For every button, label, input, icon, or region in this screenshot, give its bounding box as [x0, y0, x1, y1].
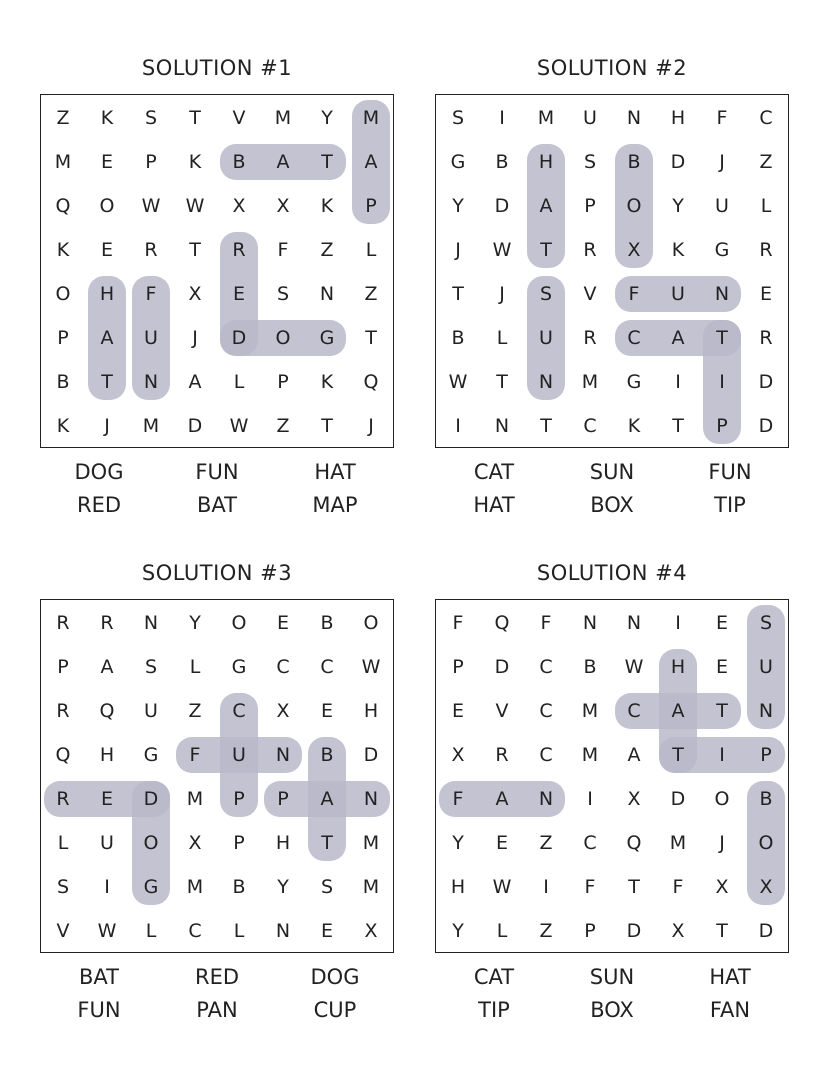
grid-letter: A [188, 371, 202, 393]
grid-letter: U [539, 327, 553, 349]
grid-letter: M [581, 700, 599, 722]
word-list-item: DOG [74, 460, 124, 484]
grid-letter: R [56, 788, 70, 810]
word-list-item: HAT [314, 460, 356, 484]
grid-letter: Y [452, 920, 464, 942]
grid-letter: F [672, 876, 684, 898]
grid-letter: G [450, 151, 466, 173]
grid-letter: X [276, 195, 290, 217]
grid-letter: O [714, 788, 730, 810]
grid-letter: O [99, 195, 115, 217]
word-list-item: MAP [312, 493, 358, 517]
grid-letter: L [233, 371, 245, 393]
grid-letter: R [144, 239, 158, 261]
grid-letter: Q [494, 612, 510, 634]
grid-letter: I [719, 744, 725, 766]
grid-letter: A [276, 151, 290, 173]
grid-letter: G [143, 876, 159, 898]
grid-letter: I [455, 415, 461, 437]
word-list-item: TIP [478, 998, 510, 1022]
grid-letter: W [97, 920, 117, 942]
grid-letter: E [759, 283, 772, 305]
grid-letter: O [626, 195, 642, 217]
grid-letter: G [626, 371, 642, 393]
word-list-item: BOX [590, 998, 634, 1022]
grid-letter: M [581, 371, 599, 393]
grid-letter: U [100, 832, 114, 854]
grid-letter: C [539, 700, 553, 722]
grid-letter: X [276, 700, 290, 722]
grid-letter: D [143, 788, 159, 810]
grid-letter: N [275, 744, 291, 766]
grid-letter: B [451, 327, 465, 349]
grid-letter: U [671, 283, 685, 305]
grid-letter: N [143, 612, 159, 634]
grid-letter: I [675, 371, 681, 393]
grid-letter: R [56, 612, 70, 634]
word-list [435, 961, 789, 1031]
grid-letter: A [100, 327, 114, 349]
grid-letter: H [670, 107, 686, 129]
grid-letter: H [275, 832, 291, 854]
grid-letter: M [54, 151, 72, 173]
grid-letter: E [495, 832, 508, 854]
grid-letter: B [583, 656, 597, 678]
grid-letter: S [276, 283, 290, 305]
grid-letter: T [540, 415, 552, 437]
grid-letter: V [495, 700, 509, 722]
grid-letter: R [232, 239, 246, 261]
grid-letter: O [55, 283, 71, 305]
grid-letter: K [56, 239, 70, 261]
word-list-item: SUN [589, 460, 635, 484]
grid-letter: Q [626, 832, 642, 854]
grid-letter: T [628, 876, 640, 898]
grid-letter: T [321, 151, 333, 173]
grid-letter: E [320, 700, 333, 722]
grid-letter: G [714, 239, 730, 261]
grid-letter: F [189, 744, 201, 766]
grid-letter: N [538, 788, 554, 810]
grid-letter: S [320, 876, 334, 898]
grid-letter: K [188, 151, 202, 173]
grid-letter: R [56, 700, 70, 722]
grid-letter: C [188, 920, 202, 942]
grid-letter: P [57, 327, 69, 349]
letter-grid [435, 94, 789, 448]
grid-letter: R [583, 327, 597, 349]
grid-letter: C [320, 656, 334, 678]
grid-letter: L [760, 195, 772, 217]
grid-letter: Z [320, 239, 334, 261]
grid-letter: F [145, 283, 157, 305]
grid-letter: X [627, 788, 641, 810]
word-list-item: SUN [589, 965, 635, 989]
grid-letter: K [671, 239, 685, 261]
grid-letter: N [538, 371, 554, 393]
grid-letter: F [540, 612, 552, 634]
grid-letter: Z [276, 415, 290, 437]
grid-letter: E [320, 920, 333, 942]
grid-letter: X [188, 832, 202, 854]
grid-letter: W [229, 415, 249, 437]
grid-letter: P [233, 832, 245, 854]
grid-letter: Q [55, 195, 71, 217]
grid-letter: A [671, 327, 685, 349]
grid-letter: S [583, 151, 597, 173]
grid-letter: N [319, 283, 335, 305]
grid-letter: N [363, 788, 379, 810]
grid-letter: I [719, 371, 725, 393]
grid-letter: H [99, 744, 115, 766]
grid-letter: E [276, 612, 289, 634]
grid-letter: B [495, 151, 509, 173]
word-list [40, 961, 394, 1031]
grid-letter: C [539, 656, 553, 678]
grid-letter: X [671, 920, 685, 942]
grid-letter: U [144, 700, 158, 722]
grid-letter: L [189, 656, 201, 678]
grid-letter: T [321, 415, 333, 437]
grid-letter: F [628, 283, 640, 305]
grid-letter: C [627, 327, 641, 349]
grid-letter: T [496, 371, 508, 393]
grid-letter: E [715, 612, 728, 634]
grid-letter: W [492, 876, 512, 898]
grid-letter: T [452, 283, 464, 305]
grid-letter: C [583, 832, 597, 854]
grid-letter: Q [55, 744, 71, 766]
grid-letter: Q [363, 371, 379, 393]
grid-letter: Y [452, 195, 464, 217]
grid-letter: W [448, 371, 468, 393]
grid-letter: P [760, 744, 772, 766]
grid-letter: L [57, 832, 69, 854]
grid-letter: L [365, 239, 377, 261]
grid-letter: W [185, 195, 205, 217]
grid-letter: S [539, 283, 553, 305]
grid-letter: Y [452, 832, 464, 854]
grid-letter: J [192, 327, 198, 349]
grid-letter: R [759, 327, 773, 349]
grid-letter: X [364, 920, 378, 942]
grid-letter: U [583, 107, 597, 129]
grid-letter: M [537, 107, 555, 129]
grid-letter: J [499, 283, 505, 305]
grid-letter: N [626, 107, 642, 129]
grid-letter: B [759, 788, 773, 810]
word-list-item: HAT [473, 493, 515, 517]
word-list-item: FUN [708, 460, 752, 484]
grid-letter: H [670, 656, 686, 678]
grid-letter: T [321, 832, 333, 854]
grid-letter: M [274, 107, 292, 129]
grid-letter: D [494, 195, 510, 217]
grid-letter: M [581, 744, 599, 766]
grid-letter: P [584, 195, 596, 217]
grid-letter: K [100, 107, 114, 129]
grid-letter: P [277, 371, 289, 393]
grid-letter: K [320, 195, 334, 217]
letter-grid [40, 599, 394, 953]
grid-letter: Z [56, 107, 70, 129]
grid-letter: X [232, 195, 246, 217]
puzzle-title: SOLUTION #1 [141, 56, 293, 80]
grid-letter: S [144, 107, 158, 129]
grid-letter: T [672, 744, 684, 766]
grid-letter: U [232, 744, 246, 766]
word-list-item: CAT [473, 965, 515, 989]
grid-letter: S [56, 876, 70, 898]
grid-letter: E [100, 151, 113, 173]
grid-letter: R [583, 239, 597, 261]
grid-letter: S [144, 656, 158, 678]
grid-letter: F [584, 876, 596, 898]
grid-letter: Y [321, 107, 333, 129]
grid-letter: H [363, 700, 379, 722]
grid-letter: M [362, 107, 380, 129]
grid-letter: A [320, 788, 334, 810]
grid-letter: A [627, 744, 641, 766]
grid-letter: D [670, 151, 686, 173]
grid-letter: C [276, 656, 290, 678]
grid-letter: I [543, 876, 549, 898]
letter-grid [435, 599, 789, 953]
grid-letter: W [361, 656, 381, 678]
grid-letter: P [277, 788, 289, 810]
grid-letter: A [671, 700, 685, 722]
grid-letter: W [141, 195, 161, 217]
word-list-item: FUN [195, 460, 239, 484]
grid-letter: G [143, 744, 159, 766]
grid-letter: B [627, 151, 641, 173]
grid-letter: J [719, 832, 725, 854]
grid-letter: S [759, 612, 773, 634]
grid-letter: J [719, 151, 725, 173]
grid-letter: U [144, 327, 158, 349]
grid-letter: Z [759, 151, 773, 173]
grid-letter: E [715, 656, 728, 678]
grid-letter: C [232, 700, 246, 722]
grid-letter: L [496, 327, 508, 349]
word-list-item: BOX [590, 493, 634, 517]
word-list-item: TIP [714, 493, 746, 517]
word-list [435, 456, 789, 526]
grid-letter: H [538, 151, 554, 173]
grid-letter: Y [189, 612, 201, 634]
grid-letter: P [716, 415, 728, 437]
grid-letter: O [275, 327, 291, 349]
grid-letter: X [451, 744, 465, 766]
grid-letter: F [277, 239, 289, 261]
grid-letter: H [99, 283, 115, 305]
grid-letter: M [669, 832, 687, 854]
grid-letter: F [452, 612, 464, 634]
grid-letter: K [56, 415, 70, 437]
grid-letter: V [583, 283, 597, 305]
grid-letter: P [584, 920, 596, 942]
grid-letter: A [364, 151, 378, 173]
grid-letter: M [362, 832, 380, 854]
word-list-item: BAT [79, 965, 119, 989]
word-list-item: CAT [473, 460, 515, 484]
grid-letter: D [494, 656, 510, 678]
grid-letter: X [715, 876, 729, 898]
grid-letter: Z [539, 920, 553, 942]
grid-letter: M [142, 415, 160, 437]
grid-letter: T [189, 107, 201, 129]
grid-letter: T [189, 239, 201, 261]
grid-letter: E [451, 700, 464, 722]
grid-letter: D [758, 415, 774, 437]
grid-letter: P [57, 656, 69, 678]
grid-letter: A [539, 195, 553, 217]
grid-letter: E [100, 788, 113, 810]
grid-letter: T [365, 327, 377, 349]
grid-letter: Y [277, 876, 289, 898]
grid-letter: C [539, 744, 553, 766]
puzzle-title: SOLUTION #4 [536, 561, 688, 585]
word-list-item: BAT [197, 493, 237, 517]
grid-letter: M [186, 788, 204, 810]
grid-letter: Z [539, 832, 553, 854]
word-list-item: RED [76, 493, 122, 517]
grid-letter: Z [364, 283, 378, 305]
word-list-item: FUN [77, 998, 121, 1022]
grid-letter: I [104, 876, 110, 898]
grid-letter: C [583, 415, 597, 437]
grid-letter: T [716, 920, 728, 942]
grid-letter: C [759, 107, 773, 129]
grid-letter: G [319, 327, 335, 349]
grid-letter: X [759, 876, 773, 898]
grid-letter: Y [672, 195, 684, 217]
grid-letter: I [587, 788, 593, 810]
grid-letter: T [716, 327, 728, 349]
grid-letter: S [451, 107, 465, 129]
grid-letter: J [104, 415, 110, 437]
grid-letter: D [758, 920, 774, 942]
grid-letter: V [232, 107, 246, 129]
grid-letter: M [362, 876, 380, 898]
word-list-item: DOG [310, 965, 360, 989]
grid-letter: N [582, 612, 598, 634]
grid-letter: I [499, 107, 505, 129]
grid-letter: N [275, 920, 291, 942]
grid-letter: A [100, 656, 114, 678]
grid-letter: N [626, 612, 642, 634]
grid-letter: O [758, 832, 774, 854]
grid-letter: P [233, 788, 245, 810]
grid-letter: I [675, 612, 681, 634]
grid-letter: D [363, 744, 379, 766]
grid-letter: L [145, 920, 157, 942]
grid-letter: D [626, 920, 642, 942]
grid-letter: U [715, 195, 729, 217]
grid-letter: F [716, 107, 728, 129]
grid-letter: N [494, 415, 510, 437]
grid-letter: P [365, 195, 377, 217]
grid-letter: T [672, 415, 684, 437]
grid-letter: B [320, 744, 334, 766]
grid-letter: F [452, 788, 464, 810]
grid-letter: X [188, 283, 202, 305]
grid-letter: D [670, 788, 686, 810]
grid-letter: O [231, 612, 247, 634]
grid-letter: E [232, 283, 245, 305]
grid-letter: K [627, 415, 641, 437]
grid-letter: W [492, 239, 512, 261]
word-list-item: CUP [313, 998, 357, 1022]
grid-letter: E [100, 239, 113, 261]
grid-letter: P [452, 656, 464, 678]
word-list-item: RED [194, 965, 240, 989]
word-list-item: PAN [196, 998, 238, 1022]
grid-letter: T [716, 700, 728, 722]
grid-letter: O [363, 612, 379, 634]
grid-letter: L [233, 920, 245, 942]
grid-letter: D [231, 327, 247, 349]
grid-letter: W [624, 656, 644, 678]
word-list-item: HAT [709, 965, 751, 989]
grid-letter: V [56, 920, 70, 942]
grid-letter: P [145, 151, 157, 173]
grid-letter: H [450, 876, 466, 898]
grid-letter: D [187, 415, 203, 437]
grid-letter: T [540, 239, 552, 261]
grid-letter: M [186, 876, 204, 898]
grid-letter: B [56, 371, 70, 393]
grid-letter: Z [188, 700, 202, 722]
grid-letter: B [232, 876, 246, 898]
grid-letter: T [101, 371, 113, 393]
grid-letter: D [758, 371, 774, 393]
grid-letter: N [758, 700, 774, 722]
grid-letter: N [714, 283, 730, 305]
grid-letter: R [759, 239, 773, 261]
grid-letter: N [143, 371, 159, 393]
grid-letter: G [231, 656, 247, 678]
word-list [40, 456, 394, 526]
grid-letter: J [455, 239, 461, 261]
grid-letter: J [368, 415, 374, 437]
grid-letter: O [143, 832, 159, 854]
grid-letter: C [627, 700, 641, 722]
grid-letter: K [320, 371, 334, 393]
puzzle-title: SOLUTION #2 [536, 56, 688, 80]
grid-letter: X [627, 239, 641, 261]
grid-letter: R [100, 612, 114, 634]
grid-letter: B [232, 151, 246, 173]
grid-letter: A [495, 788, 509, 810]
grid-letter: R [495, 744, 509, 766]
puzzle-title: SOLUTION #3 [141, 561, 293, 585]
grid-letter: U [759, 656, 773, 678]
letter-grid [40, 94, 394, 448]
grid-letter: B [320, 612, 334, 634]
grid-letter: Q [99, 700, 115, 722]
word-list-item: FAN [709, 998, 751, 1022]
grid-letter: L [496, 920, 508, 942]
